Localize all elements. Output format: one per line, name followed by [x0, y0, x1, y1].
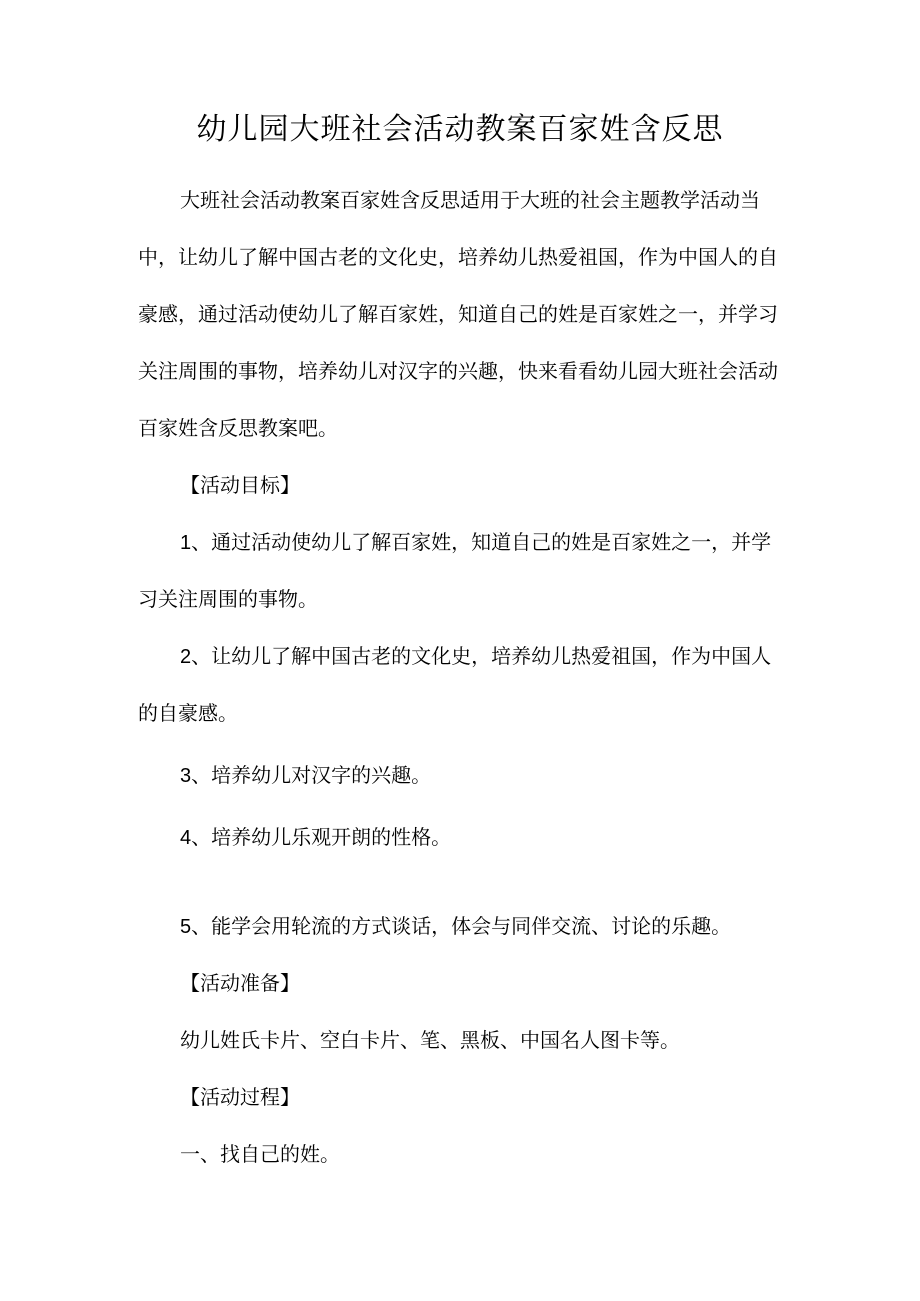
goal-text: 、通过活动使幼儿了解百家姓，知道自己的姓是百家姓之一，并学 — [191, 530, 772, 554]
intro-line: 百家姓含反思教案吧。 — [138, 416, 338, 440]
document-title: 幼儿园大班社会活动教案百家姓含反思 — [196, 112, 724, 147]
goals-heading: 【活动目标】 — [180, 473, 300, 497]
intro-line: 豪感，通过活动使幼儿了解百家姓，知道自己的姓是百家姓之一，并学习 — [138, 302, 778, 326]
goal-text: 、让幼儿了解中国古老的文化史，培养幼儿热爱祖国，作为中国人 — [191, 644, 772, 668]
goal-text: 、培养幼儿乐观开朗的性格。 — [191, 825, 452, 849]
goal-text: 、培养幼儿对汉字的兴趣。 — [191, 763, 432, 787]
goal-text: 习关注周围的事物。 — [138, 587, 318, 611]
goal-text: 的自豪感。 — [138, 701, 238, 725]
intro-line: 大班社会活动教案百家姓含反思适用于大班的社会主题教学活动当 — [180, 188, 760, 212]
goal-item-5 — [180, 911, 731, 942]
intro-line: 关注周围的事物，培养幼儿对汉字的兴趣，快来看看幼儿园大班社会活动 — [138, 359, 778, 383]
goal-item-3 — [180, 760, 431, 791]
intro-line: 中，让幼儿了解中国古老的文化史，培养幼儿热爱祖国，作为中国人的自 — [138, 245, 778, 269]
goal-text: 、能学会用轮流的方式谈话，体会与同伴交流、讨论的乐趣。 — [191, 914, 732, 938]
goal-number: 3 — [180, 765, 192, 787]
preparation-heading: 【活动准备】 — [180, 971, 300, 995]
goal-number: 1 — [180, 532, 192, 554]
goal-number: 2 — [180, 646, 192, 668]
goal-item-4 — [180, 822, 451, 853]
preparation-text: 幼儿姓氏卡片、空白卡片、笔、黑板、中国名人图卡等。 — [180, 1028, 680, 1052]
process-heading: 【活动过程】 — [180, 1085, 300, 1109]
goal-number: 4 — [180, 827, 192, 849]
process-step-1: 一、找自己的姓。 — [180, 1142, 340, 1166]
goal-number: 5 — [180, 916, 192, 938]
